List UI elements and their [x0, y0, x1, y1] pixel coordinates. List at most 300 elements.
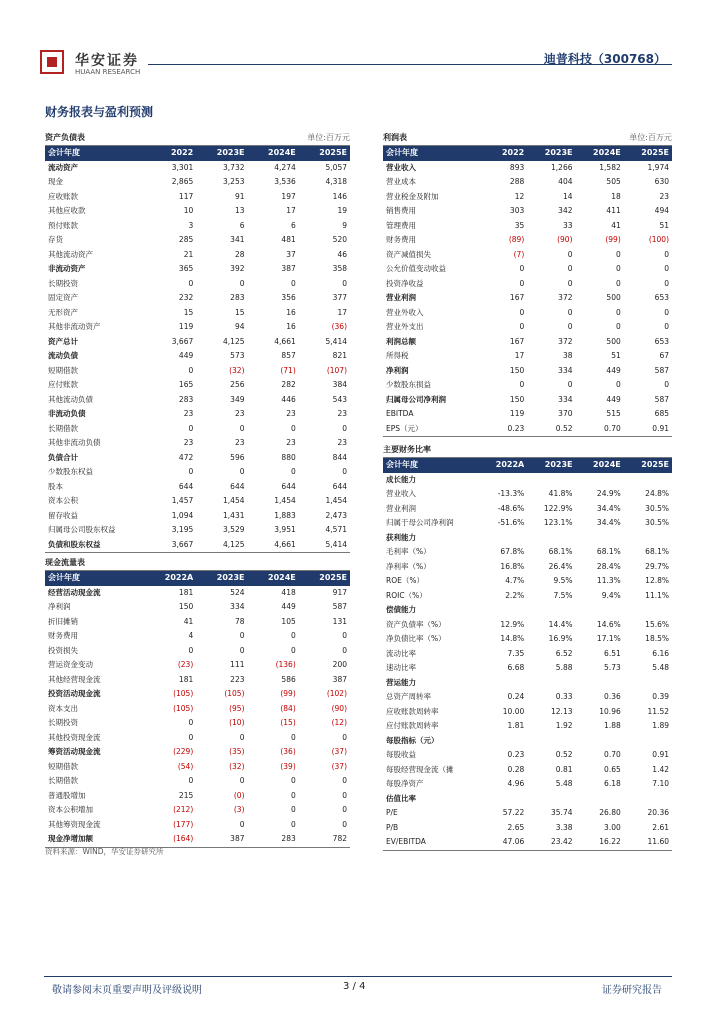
- table-row: [45, 320, 350, 335]
- row-label: 管理费用: [386, 220, 416, 230]
- table-row: [383, 719, 672, 734]
- cell-value: 1,094: [171, 510, 194, 520]
- table-row: [383, 473, 672, 488]
- table-row: [383, 705, 672, 720]
- table-row: [383, 335, 672, 350]
- cell-value: 5,414: [325, 336, 347, 346]
- cell-value: (32): [229, 365, 245, 375]
- cell-value: 0: [567, 380, 573, 389]
- cell-value: 3,253: [223, 177, 245, 186]
- cell-value: 34.4%: [596, 503, 621, 513]
- cell-value: 342: [558, 206, 573, 215]
- cell-value: 0.23: [507, 750, 525, 759]
- table-row: [45, 190, 350, 205]
- row-label: 财务费用: [386, 235, 416, 244]
- row-label: 资本公积: [48, 496, 78, 505]
- cell-value: 0: [567, 249, 573, 259]
- cell-value: 91: [234, 191, 245, 201]
- table-row: [45, 393, 350, 408]
- row-label: 归属于母公司净利润: [386, 518, 454, 527]
- row-label: 长期投资: [48, 278, 78, 288]
- row-label: 经营活动现金流: [48, 587, 101, 597]
- cell-value: 481: [281, 235, 296, 244]
- cell-value: 146: [332, 191, 347, 201]
- cell-value: 587: [654, 394, 669, 404]
- cell-value: 0.65: [604, 764, 621, 774]
- cell-value: 2.65: [507, 822, 525, 832]
- cell-value: 6.51: [604, 648, 621, 658]
- row-label: 资产总计: [48, 336, 78, 346]
- cell-value: [479, 473, 527, 488]
- table-row: [45, 818, 350, 833]
- row-label: 少数股东损益: [386, 380, 431, 389]
- cell-value: [624, 792, 672, 807]
- cell-value: 7.35: [507, 648, 525, 658]
- cell-value: (89): [508, 235, 525, 244]
- cell-value: (37): [331, 761, 347, 771]
- table-row: [45, 291, 350, 306]
- cell-value: 0: [239, 645, 245, 655]
- cell-value: 1,883: [274, 510, 296, 520]
- row-label: 资本支出: [48, 703, 78, 713]
- cell-value: 67.8%: [500, 547, 525, 556]
- cell-value: 446: [281, 394, 296, 404]
- income-statement-table: [383, 132, 672, 437]
- cell-value: 17.1%: [596, 634, 621, 643]
- cell-value: 1,266: [551, 162, 573, 172]
- cell-value: 0: [188, 365, 194, 375]
- cell-value: 0: [519, 322, 525, 331]
- cell-value: 167: [509, 336, 525, 346]
- row-label: 资产负债率（%）: [386, 619, 446, 629]
- cell-value: 17: [337, 307, 347, 317]
- cell-value: 0: [290, 790, 296, 800]
- cell-value: [479, 792, 527, 807]
- cell-value: 0: [664, 249, 669, 259]
- cell-value: 334: [558, 394, 573, 404]
- table-row: [383, 349, 672, 364]
- table-row: [45, 731, 350, 746]
- row-label: 长期借款: [48, 776, 78, 785]
- cell-value: [479, 531, 527, 546]
- cell-value: 1,454: [223, 496, 245, 505]
- cell-value: 0.81: [555, 764, 573, 774]
- table-row: [383, 393, 672, 408]
- cell-value: 165: [178, 380, 194, 389]
- cell-value: (71): [280, 365, 296, 375]
- footer-divider: [44, 976, 672, 977]
- cell-value: 35: [514, 220, 525, 230]
- cell-value: 23: [183, 409, 194, 418]
- cell-value: 543: [332, 394, 347, 404]
- cell-value: 46: [337, 249, 347, 259]
- row-label: 非流动负债: [48, 409, 86, 418]
- cell-value: 232: [178, 293, 194, 302]
- cell-value: 18: [611, 191, 621, 201]
- cell-value: 2,473: [325, 510, 347, 520]
- balance-column-header: 2024E: [248, 146, 299, 161]
- row-label: 其他应收款: [48, 206, 86, 215]
- row-label: 营业成本: [386, 177, 416, 186]
- cell-value: 0: [567, 307, 573, 317]
- ratios-column-header-row: [383, 458, 672, 473]
- cell-value: 5,414: [299, 538, 350, 553]
- cell-value: 0: [615, 278, 621, 288]
- cell-value: 0: [664, 322, 669, 331]
- cell-value: 200: [332, 660, 347, 669]
- cell-value: 3: [188, 220, 194, 230]
- cell-value: 37: [286, 249, 296, 259]
- income-column-header: 2024E: [576, 146, 624, 161]
- cell-value: 0: [519, 380, 525, 389]
- cell-value: 23: [286, 409, 296, 418]
- cell-value: 5.48: [652, 663, 669, 672]
- cell-value: 0: [188, 776, 194, 785]
- cell-value: (105): [224, 689, 245, 698]
- cell-value: 372: [558, 336, 573, 346]
- cell-value: 500: [606, 336, 621, 346]
- table-row: [383, 502, 672, 517]
- cell-value: (100): [648, 235, 669, 244]
- balance-sheet-unit: 单位:百万元: [307, 133, 350, 142]
- logo-name-en: HUAAN RESEARCH: [75, 68, 141, 76]
- cell-value: 51: [659, 220, 669, 230]
- cell-value: 16: [286, 322, 296, 331]
- table-row: [383, 748, 672, 763]
- table-row: [45, 364, 350, 379]
- seal-icon: [40, 50, 64, 74]
- cell-value: 10.96: [599, 706, 621, 716]
- table-row: [45, 248, 350, 263]
- cell-value: 0: [342, 805, 347, 814]
- cell-value: 6.52: [555, 648, 573, 658]
- row-label: 其他投资现金流: [48, 732, 101, 742]
- cell-value: 0: [664, 380, 669, 389]
- table-row: [383, 516, 672, 531]
- cell-value: 41: [183, 616, 194, 626]
- cell-value: 0: [342, 423, 347, 433]
- cell-value: 3,667: [171, 336, 194, 346]
- company-title: 迪普科技（300768）: [543, 52, 666, 66]
- cell-value: [576, 734, 624, 749]
- row-label: 净利润: [386, 365, 409, 375]
- ratios-column-header: 会计年度: [383, 458, 479, 473]
- row-label: 营业收入: [386, 162, 416, 172]
- cell-value: 23: [183, 438, 194, 447]
- cell-value: 4,125: [223, 336, 245, 346]
- row-label: 留存收益: [48, 510, 78, 520]
- cell-value: 1.42: [652, 764, 669, 774]
- row-label: 固定资产: [48, 293, 78, 302]
- cell-value: 494: [654, 206, 669, 215]
- cell-value: 341: [230, 235, 245, 244]
- table-row: [383, 364, 672, 379]
- income-statement-unit: 单位:百万元: [629, 133, 672, 142]
- cell-value: 472: [178, 452, 194, 462]
- cell-value: 0: [342, 776, 347, 785]
- table-row: [45, 538, 350, 553]
- financial-ratios-title: 主要财务比率: [383, 445, 431, 454]
- cell-value: 644: [230, 481, 245, 491]
- ratios-column-header: 2025E: [624, 458, 672, 473]
- row-label: 偿债能力: [386, 605, 416, 614]
- row-label: 销售费用: [386, 206, 416, 215]
- row-label: EBITDA: [386, 409, 414, 418]
- cell-value: 1.89: [652, 721, 669, 730]
- cell-value: 26.80: [599, 808, 621, 817]
- cell-value: 18.5%: [645, 634, 669, 643]
- cell-value: 6: [290, 220, 296, 230]
- cell-value: 68.1%: [596, 547, 621, 556]
- cell-value: 9.4%: [601, 590, 621, 600]
- row-label: 其他筹资现金流: [48, 819, 101, 829]
- cell-value: 94: [234, 322, 245, 331]
- table-row: [383, 190, 672, 205]
- row-label: 营运资金变动: [48, 660, 93, 669]
- cell-value: 0: [188, 467, 194, 476]
- table-row: [383, 763, 672, 778]
- cell-value: 0: [290, 631, 296, 640]
- cell-value: 6.18: [604, 779, 621, 788]
- cell-value: 181: [178, 587, 194, 597]
- cell-value: 150: [509, 394, 525, 404]
- cell-value: 29.7%: [645, 561, 669, 571]
- cell-value: 33: [562, 220, 573, 230]
- row-label: 存货: [48, 235, 63, 244]
- cell-value: 0: [239, 467, 245, 476]
- table-row: [45, 629, 350, 644]
- cell-value: 0: [342, 732, 347, 742]
- cell-value: 4,661: [274, 336, 296, 346]
- cell-value: 3.38: [555, 822, 573, 832]
- row-label: 其他流动负债: [48, 394, 93, 404]
- cell-value: (15): [280, 718, 296, 727]
- cell-value: 47.06: [479, 835, 527, 850]
- row-label: EV/EBITDA: [383, 835, 479, 850]
- cell-value: 449: [281, 602, 296, 611]
- cell-value: 520: [332, 235, 347, 244]
- cell-value: (36): [280, 747, 296, 756]
- income-statement-title: 利润表: [383, 133, 407, 142]
- cell-value: 57.22: [502, 808, 525, 817]
- cell-value: 23: [234, 409, 245, 418]
- cell-value: 0: [239, 776, 245, 785]
- cell-value: 505: [606, 177, 621, 186]
- cash-flow-header: [45, 557, 350, 571]
- row-label: 应付账款周转率: [386, 721, 439, 730]
- cell-value: 0.23: [479, 422, 527, 437]
- cell-value: 12.8%: [645, 576, 669, 585]
- table-row: [383, 690, 672, 705]
- cell-value: 215: [178, 790, 194, 800]
- income-column-header: 会计年度: [383, 146, 479, 161]
- cell-value: [576, 531, 624, 546]
- cell-value: 6: [239, 220, 245, 230]
- table-row: [45, 716, 350, 731]
- cell-value: 11.60: [624, 835, 672, 850]
- cell-value: 821: [332, 351, 347, 360]
- cell-value: 4.7%: [505, 576, 525, 585]
- table-row: [383, 248, 672, 263]
- cell-value: 0: [290, 819, 296, 829]
- cell-value: 0: [188, 423, 194, 433]
- cell-value: 5.73: [604, 663, 621, 672]
- cell-value: 119: [178, 322, 194, 331]
- cell-value: 3.00: [604, 822, 621, 832]
- row-label: 估值比率: [386, 793, 416, 803]
- cell-value: 111: [230, 660, 245, 669]
- cashflow-column-header-row: [45, 571, 350, 586]
- cell-value: 23.42: [527, 835, 575, 850]
- table-row: [45, 658, 350, 673]
- cell-value: 16: [286, 307, 296, 317]
- table-row: [383, 676, 672, 691]
- table-row: [45, 175, 350, 190]
- table-row: [45, 687, 350, 702]
- row-label: 速动比率: [386, 663, 416, 672]
- cell-value: 6.68: [507, 663, 525, 672]
- cell-value: 0.70: [576, 422, 624, 437]
- cell-value: 449: [606, 365, 621, 375]
- cell-value: 150: [178, 602, 194, 611]
- cell-value: 12.13: [551, 706, 573, 716]
- cell-value: 12: [514, 191, 525, 201]
- table-row: [383, 291, 672, 306]
- cell-value: 14: [562, 191, 573, 201]
- cell-value: 857: [281, 351, 296, 360]
- table-row: [383, 560, 672, 575]
- cell-value: 23: [234, 438, 245, 447]
- cell-value: 283: [248, 832, 299, 847]
- table-row: [45, 465, 350, 480]
- cell-value: 0: [615, 264, 621, 273]
- table-row: [383, 734, 672, 749]
- cell-value: 1.88: [604, 721, 621, 730]
- row-label: 普通股增加: [48, 790, 86, 800]
- table-row: [383, 574, 672, 589]
- cell-value: 0: [567, 322, 573, 331]
- cell-value: 23: [337, 409, 347, 418]
- cell-value: 51: [611, 351, 621, 360]
- cell-value: 4: [188, 631, 194, 640]
- row-label: 折旧摊销: [48, 616, 78, 626]
- row-label: 流动负债: [48, 351, 78, 360]
- row-label: 总资产周转率: [386, 692, 431, 701]
- cell-value: 1.92: [555, 721, 573, 730]
- cell-value: 0: [188, 718, 194, 727]
- table-row: [383, 618, 672, 633]
- cell-value: 387: [332, 674, 347, 684]
- table-row: [45, 789, 350, 804]
- cell-value: 3,667: [145, 538, 196, 553]
- ratios-column-header: 2023E: [527, 458, 575, 473]
- income-column-header: 2022: [479, 146, 527, 161]
- table-row: [45, 774, 350, 789]
- cell-value: (229): [173, 747, 194, 756]
- table-row: [383, 306, 672, 321]
- balance-column-header: 2023E: [196, 146, 247, 161]
- cell-value: 596: [230, 452, 245, 462]
- cell-value: [527, 676, 575, 691]
- cell-value: 587: [332, 602, 347, 611]
- cell-value: 0: [239, 278, 245, 288]
- row-label: 营业利润: [386, 503, 416, 513]
- cell-value: 10.00: [502, 706, 525, 716]
- cell-value: (54): [177, 761, 194, 771]
- cashflow-column-header: 2023E: [196, 571, 247, 586]
- cell-value: 28.4%: [596, 561, 621, 571]
- cell-value: 14.4%: [548, 619, 573, 629]
- row-label: 资本公积增加: [48, 805, 93, 814]
- cell-value: 384: [332, 380, 347, 389]
- row-label: 应付账款: [48, 380, 78, 389]
- row-label: 营业外收入: [386, 307, 424, 317]
- cell-value: 0: [567, 264, 573, 273]
- row-label: 毛利率（%）: [386, 547, 431, 556]
- row-label: 非流动资产: [48, 264, 86, 273]
- cell-value: (32): [229, 761, 245, 771]
- cell-value: 0: [342, 790, 347, 800]
- cell-value: 358: [332, 264, 347, 273]
- cell-value: (35): [229, 747, 245, 756]
- cell-value: 404: [558, 177, 573, 186]
- cell-value: 0: [290, 805, 296, 814]
- cell-value: 0: [342, 631, 347, 640]
- cell-value: 0: [342, 467, 347, 476]
- cell-value: [576, 473, 624, 488]
- cell-value: 288: [509, 177, 525, 186]
- header-divider: [148, 64, 672, 65]
- cell-value: [624, 603, 672, 618]
- cell-value: 0: [188, 645, 194, 655]
- cell-value: 0: [519, 278, 525, 288]
- financial-ratios-grid: [383, 458, 672, 851]
- cell-value: (136): [275, 660, 296, 669]
- cell-value: 3,732: [223, 162, 245, 172]
- cell-value: [527, 734, 575, 749]
- cell-value: 334: [230, 602, 245, 611]
- row-label: 营业收入: [386, 489, 416, 498]
- table-row: [45, 509, 350, 524]
- cell-value: 0: [615, 322, 621, 331]
- table-row: [383, 407, 672, 422]
- cell-value: 15: [234, 307, 245, 317]
- cell-value: 0: [290, 776, 296, 785]
- cell-value: 1,457: [171, 496, 194, 505]
- row-label: 每股收益: [386, 750, 416, 759]
- cell-value: 19: [337, 206, 347, 215]
- row-label: 归属母公司净利润: [386, 394, 446, 404]
- table-row: [45, 349, 350, 364]
- cell-value: 34.4%: [596, 518, 621, 527]
- cell-value: 524: [230, 587, 245, 597]
- table-row: [45, 335, 350, 350]
- cell-value: 12.9%: [500, 619, 525, 629]
- row-label: 其他经营现金流: [48, 674, 101, 684]
- table-row: [383, 233, 672, 248]
- cell-value: 119: [509, 409, 525, 418]
- cell-value: 4,125: [196, 538, 247, 553]
- cell-value: (12): [331, 718, 347, 727]
- cell-value: (90): [331, 703, 347, 713]
- cell-value: 0.70: [604, 750, 621, 759]
- cell-value: -51.6%: [497, 518, 525, 527]
- balance-sheet-grid: [45, 146, 350, 553]
- cell-value: 4,661: [248, 538, 299, 553]
- cell-value: (105): [173, 703, 194, 713]
- cell-value: 16.22: [576, 835, 624, 850]
- cell-value: 122.9%: [543, 503, 573, 513]
